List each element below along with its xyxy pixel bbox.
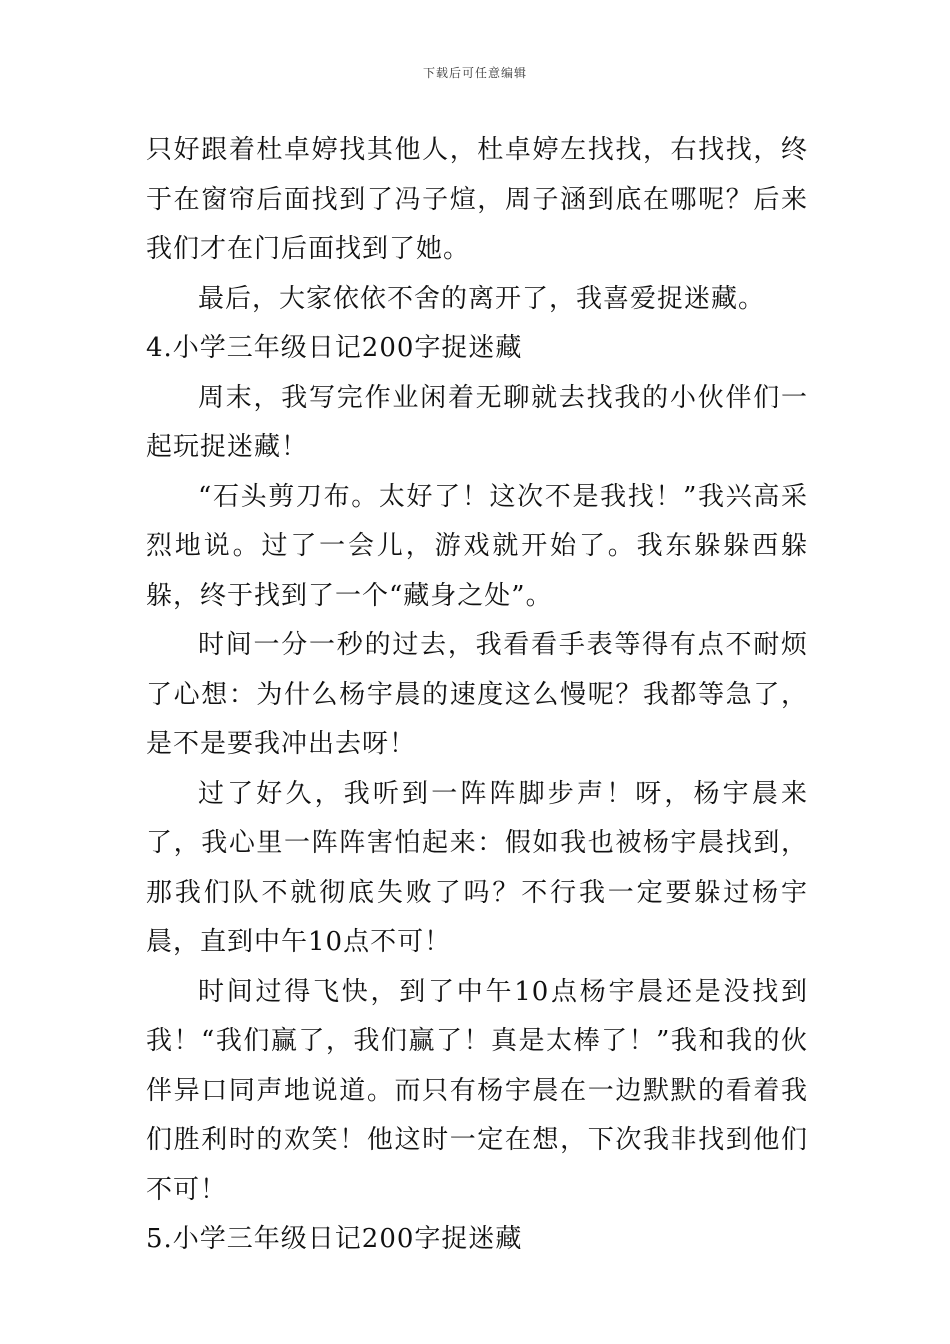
paragraph: 过了好久，我听到一阵阵脚步声！呀，杨宇晨来了，我心里一阵阵害怕起来：假如我也被杨宇晨找到，那我们队不就彻底失败了吗？不行我一定要躲过杨宇晨，直到中午10点不可！	[146, 778, 808, 957]
section-heading: 5.小学三年级日记200字捉迷藏	[146, 1224, 523, 1254]
paragraph: 时间一分一秒的过去，我看看手表等得有点不耐烦了心想：为什么杨宇晨的速度这么慢呢？我都等急了，是不是要我冲出去呀！	[146, 630, 808, 759]
paragraph: 周末，我写完作业闲着无聊就去找我的小伙伴们一起玩捉迷藏！	[146, 382, 808, 462]
document-body	[146, 126, 808, 1265]
paragraph: 时间过得飞快，到了中午10点杨宇晨还是没找到我！“我们赢了，我们赢了！真是太棒了！”我和我的伙伴异口同声地说道。而只有杨宇晨在一边默默的看着我们胜利时的欢笑！他这时一定在想，下次我非找到他们不可！	[146, 976, 808, 1205]
section-heading: 4.小学三年级日记200字捉迷藏	[146, 333, 523, 363]
paragraph: “石头剪刀布。太好了！这次不是我找！”我兴高采烈地说。过了一会儿，游戏就开始了。我东躲躲西躲躲，终于找到了一个“藏身之处”。	[146, 481, 808, 611]
page-header: 下载后可任意编辑	[422, 66, 527, 80]
paragraph: 只好跟着杜卓婷找其他人，杜卓婷左找找，右找找，终于在窗帘后面找到了冯子煊，周子涵到底在哪呢？后来我们才在门后面找到了她。	[146, 135, 808, 264]
paragraph: 最后，大家依依不舍的离开了，我喜爱捉迷藏。	[198, 283, 766, 314]
